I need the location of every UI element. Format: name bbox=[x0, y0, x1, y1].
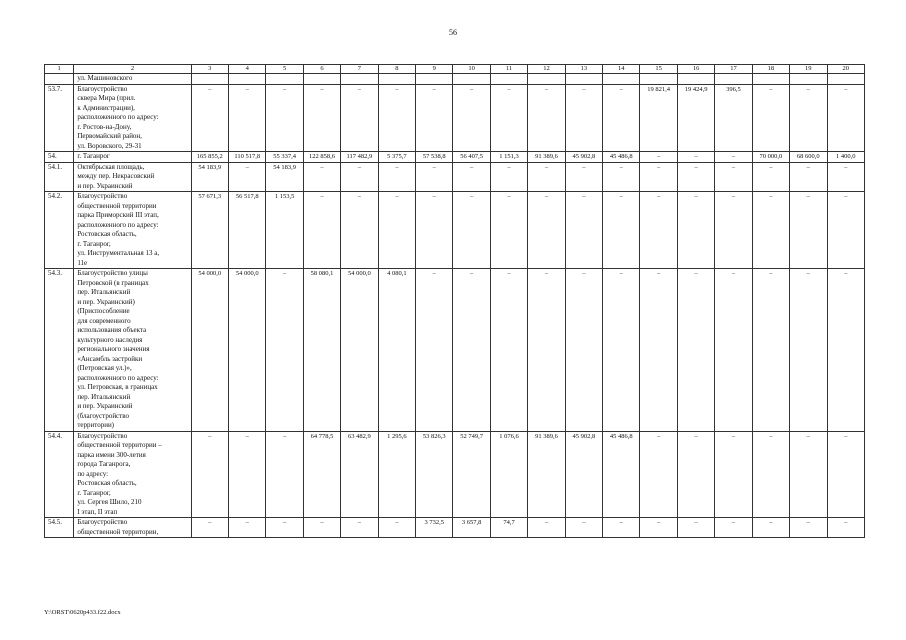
value-cell: – bbox=[827, 162, 865, 192]
value-cell: – bbox=[790, 518, 827, 538]
value-cell: – bbox=[790, 162, 827, 192]
value-cell: 5 375,7 bbox=[378, 152, 415, 163]
column-number-row bbox=[45, 65, 865, 74]
value-cell: – bbox=[640, 162, 677, 192]
column-number-header: 4 bbox=[229, 65, 266, 74]
column-number-header: 5 bbox=[266, 65, 303, 74]
value-cell: 74,7 bbox=[490, 518, 527, 538]
value-cell: – bbox=[303, 192, 340, 269]
value-cell: – bbox=[341, 162, 378, 192]
value-cell: – bbox=[565, 192, 602, 269]
column-number-header: 18 bbox=[752, 65, 789, 74]
value-cell: – bbox=[266, 269, 303, 432]
value-cell: – bbox=[528, 269, 565, 432]
value-cell: – bbox=[752, 431, 789, 518]
value-cell: – bbox=[752, 269, 789, 432]
value-cell: – bbox=[677, 518, 714, 538]
value-cell: – bbox=[565, 518, 602, 538]
value-cell: – bbox=[827, 518, 865, 538]
column-number-header: 11 bbox=[490, 65, 527, 74]
row-index: 54.3. bbox=[45, 269, 74, 432]
value-cell: – bbox=[640, 518, 677, 538]
value-cell: 1 076,6 bbox=[490, 431, 527, 518]
row-index: 54.5. bbox=[45, 518, 74, 538]
value-cell bbox=[229, 74, 266, 85]
value-cell: – bbox=[827, 269, 865, 432]
row-name: Благоустройство общественной территории парка Приморский III этап, расположенного по адресу: Ростовская область, г. Таганрог, ул. Инструментальная 13 а, 11е bbox=[74, 192, 191, 269]
value-cell bbox=[640, 74, 677, 85]
value-cell: – bbox=[341, 518, 378, 538]
column-number-header: 7 bbox=[341, 65, 378, 74]
value-cell: – bbox=[715, 518, 752, 538]
table-row bbox=[45, 269, 865, 432]
value-cell: – bbox=[528, 192, 565, 269]
value-cell: 53 826,3 bbox=[416, 431, 453, 518]
value-cell: – bbox=[790, 431, 827, 518]
value-cell: – bbox=[453, 162, 490, 192]
value-cell bbox=[715, 74, 752, 85]
value-cell: – bbox=[416, 162, 453, 192]
value-cell: – bbox=[266, 84, 303, 152]
value-cell: 45 486,8 bbox=[603, 152, 640, 163]
value-cell: – bbox=[266, 518, 303, 538]
value-cell: 110 517,8 bbox=[229, 152, 266, 163]
column-number-header: 13 bbox=[565, 65, 602, 74]
page-number: 56 bbox=[449, 28, 457, 37]
value-cell: – bbox=[191, 518, 228, 538]
value-cell: – bbox=[341, 192, 378, 269]
row-name: ул. Машиновского bbox=[74, 74, 191, 85]
value-cell: – bbox=[827, 84, 865, 152]
value-cell: – bbox=[378, 192, 415, 269]
value-cell: 4 080,1 bbox=[378, 269, 415, 432]
column-number-header: 9 bbox=[416, 65, 453, 74]
value-cell: – bbox=[303, 84, 340, 152]
value-cell: – bbox=[303, 518, 340, 538]
value-cell: 1 400,0 bbox=[827, 152, 865, 163]
column-number-header: 8 bbox=[378, 65, 415, 74]
value-cell: – bbox=[827, 431, 865, 518]
value-cell: 396,5 bbox=[715, 84, 752, 152]
value-cell bbox=[266, 74, 303, 85]
row-index bbox=[45, 74, 74, 85]
value-cell: 56 517,8 bbox=[229, 192, 266, 269]
value-cell: 1 295,6 bbox=[378, 431, 415, 518]
value-cell: – bbox=[715, 431, 752, 518]
value-cell: – bbox=[715, 192, 752, 269]
value-cell bbox=[790, 74, 827, 85]
budget-table bbox=[44, 64, 865, 538]
value-cell: – bbox=[565, 162, 602, 192]
row-name: Октябрьская площадь, между пер. Некрасовский и пер. Украинский bbox=[74, 162, 191, 192]
value-cell: – bbox=[715, 269, 752, 432]
value-cell: – bbox=[715, 152, 752, 163]
value-cell bbox=[453, 74, 490, 85]
value-cell: – bbox=[303, 162, 340, 192]
value-cell: – bbox=[752, 192, 789, 269]
value-cell: 45 486,8 bbox=[603, 431, 640, 518]
value-cell: – bbox=[565, 84, 602, 152]
value-cell: 54 000,0 bbox=[229, 269, 266, 432]
table-row bbox=[45, 518, 865, 538]
value-cell: 19 821,4 bbox=[640, 84, 677, 152]
value-cell bbox=[490, 74, 527, 85]
column-number-header: 16 bbox=[677, 65, 714, 74]
value-cell: – bbox=[752, 162, 789, 192]
table-row bbox=[45, 152, 865, 163]
value-cell: – bbox=[453, 84, 490, 152]
column-number-header: 3 bbox=[191, 65, 228, 74]
value-cell: – bbox=[341, 84, 378, 152]
value-cell: – bbox=[490, 192, 527, 269]
value-cell: – bbox=[191, 84, 228, 152]
value-cell: – bbox=[603, 162, 640, 192]
value-cell: 3 657,8 bbox=[453, 518, 490, 538]
value-cell: – bbox=[528, 518, 565, 538]
value-cell: – bbox=[640, 152, 677, 163]
value-cell: – bbox=[191, 431, 228, 518]
value-cell: – bbox=[378, 162, 415, 192]
value-cell: – bbox=[229, 518, 266, 538]
column-number-header: 20 bbox=[827, 65, 865, 74]
value-cell: – bbox=[677, 162, 714, 192]
footer-file-path: Y:\ORST\0620p433.f22.docx bbox=[44, 609, 121, 616]
row-index: 54.2. bbox=[45, 192, 74, 269]
value-cell: – bbox=[790, 269, 827, 432]
value-cell: 3 732,5 bbox=[416, 518, 453, 538]
value-cell: – bbox=[528, 162, 565, 192]
value-cell: 45 902,8 bbox=[565, 152, 602, 163]
value-cell: – bbox=[603, 518, 640, 538]
value-cell: – bbox=[490, 269, 527, 432]
value-cell: – bbox=[603, 192, 640, 269]
value-cell: 1 153,5 bbox=[266, 192, 303, 269]
value-cell: – bbox=[640, 192, 677, 269]
value-cell: 52 749,7 bbox=[453, 431, 490, 518]
value-cell: 54 183,9 bbox=[266, 162, 303, 192]
row-name: Благоустройство сквера Мира (прил. к Администрации), расположенного по адресу: г. Ростов-на-Дону, Первомайский район, ул. Воровского, 29-31 bbox=[74, 84, 191, 152]
value-cell: 57 671,3 bbox=[191, 192, 228, 269]
value-cell: – bbox=[416, 84, 453, 152]
value-cell: 57 538,8 bbox=[416, 152, 453, 163]
table-row bbox=[45, 84, 865, 152]
value-cell: 45 902,8 bbox=[565, 431, 602, 518]
row-name: г. Таганрог bbox=[74, 152, 191, 163]
value-cell bbox=[416, 74, 453, 85]
value-cell: – bbox=[752, 518, 789, 538]
row-index: 54. bbox=[45, 152, 74, 163]
value-cell: 70 000,0 bbox=[752, 152, 789, 163]
value-cell: 54 000,0 bbox=[191, 269, 228, 432]
value-cell: – bbox=[677, 152, 714, 163]
value-cell bbox=[752, 74, 789, 85]
value-cell: 1 151,3 bbox=[490, 152, 527, 163]
value-cell: 91 389,6 bbox=[528, 431, 565, 518]
value-cell: – bbox=[790, 84, 827, 152]
value-cell: 19 424,9 bbox=[677, 84, 714, 152]
value-cell: – bbox=[490, 84, 527, 152]
value-cell bbox=[827, 74, 865, 85]
column-number-header: 1 bbox=[45, 65, 74, 74]
value-cell bbox=[565, 74, 602, 85]
row-name: Благоустройство улицы Петровской (в границах пер. Итальянский и пер. Украинский) (Приспособление для современного использования объекта культурного наследия регионального значения «Ансамбль застройки (Петровская ул.)», расположенного по адресу: ул. Петровская, в границах пер. Итальянский и пер. Украинский (благоустройство территории) bbox=[74, 269, 191, 432]
value-cell bbox=[191, 74, 228, 85]
table-row bbox=[45, 162, 865, 192]
value-cell: – bbox=[603, 269, 640, 432]
row-name: Благоустройство общественной территории, bbox=[74, 518, 191, 538]
value-cell: – bbox=[603, 84, 640, 152]
value-cell: – bbox=[677, 431, 714, 518]
column-number-header: 2 bbox=[74, 65, 191, 74]
value-cell: 58 080,1 bbox=[303, 269, 340, 432]
value-cell: 55 337,4 bbox=[266, 152, 303, 163]
value-cell: – bbox=[378, 518, 415, 538]
value-cell: 64 778,5 bbox=[303, 431, 340, 518]
value-cell: 56 407,5 bbox=[453, 152, 490, 163]
value-cell: – bbox=[640, 269, 677, 432]
value-cell: – bbox=[490, 162, 527, 192]
value-cell: 122 858,6 bbox=[303, 152, 340, 163]
value-cell: – bbox=[790, 192, 827, 269]
value-cell: 54 000,0 bbox=[341, 269, 378, 432]
value-cell: 54 183,9 bbox=[191, 162, 228, 192]
value-cell: 91 389,6 bbox=[528, 152, 565, 163]
value-cell bbox=[603, 74, 640, 85]
value-cell: – bbox=[229, 431, 266, 518]
value-cell: – bbox=[453, 269, 490, 432]
value-cell: – bbox=[677, 192, 714, 269]
row-index: 54.1. bbox=[45, 162, 74, 192]
value-cell: – bbox=[229, 84, 266, 152]
column-number-header: 14 bbox=[603, 65, 640, 74]
value-cell bbox=[341, 74, 378, 85]
value-cell: – bbox=[715, 162, 752, 192]
column-number-header: 12 bbox=[528, 65, 565, 74]
value-cell bbox=[378, 74, 415, 85]
value-cell: – bbox=[378, 84, 415, 152]
column-number-header: 15 bbox=[640, 65, 677, 74]
row-index: 54.4. bbox=[45, 431, 74, 518]
table-row bbox=[45, 74, 865, 85]
value-cell: 117 482,9 bbox=[341, 152, 378, 163]
column-number-header: 17 bbox=[715, 65, 752, 74]
value-cell: 68 600,0 bbox=[790, 152, 827, 163]
table-row bbox=[45, 431, 865, 518]
row-index: 53.7. bbox=[45, 84, 74, 152]
value-cell: 63 482,9 bbox=[341, 431, 378, 518]
value-cell: – bbox=[266, 431, 303, 518]
row-name: Благоустройство общественной территории – парка имени 300-летия города Таганрога, по адресу: Ростовская область, г. Таганрог, ул. Сергея Шило, 210 I этап, II этап bbox=[74, 431, 191, 518]
value-cell: – bbox=[416, 269, 453, 432]
column-number-header: 6 bbox=[303, 65, 340, 74]
column-number-header: 19 bbox=[790, 65, 827, 74]
value-cell: – bbox=[528, 84, 565, 152]
value-cell: 165 855,2 bbox=[191, 152, 228, 163]
value-cell bbox=[677, 74, 714, 85]
value-cell: – bbox=[453, 192, 490, 269]
column-number-header: 10 bbox=[453, 65, 490, 74]
table-row bbox=[45, 192, 865, 269]
value-cell: – bbox=[640, 431, 677, 518]
value-cell bbox=[303, 74, 340, 85]
value-cell: – bbox=[677, 269, 714, 432]
value-cell bbox=[528, 74, 565, 85]
value-cell: – bbox=[752, 84, 789, 152]
value-cell: – bbox=[416, 192, 453, 269]
value-cell: – bbox=[827, 192, 865, 269]
value-cell: – bbox=[229, 162, 266, 192]
value-cell: – bbox=[565, 269, 602, 432]
